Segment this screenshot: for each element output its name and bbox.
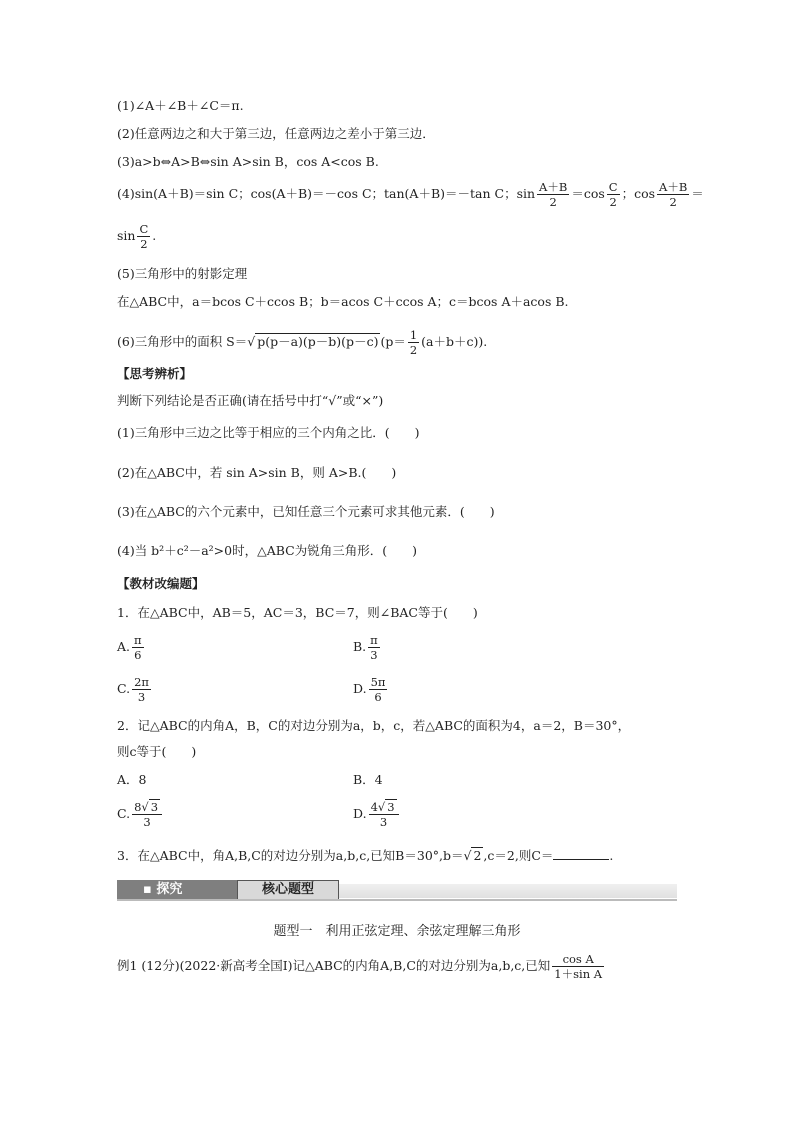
item-4b (117, 222, 156, 251)
option-label: A. (117, 639, 131, 654)
think-intro: 判断下列结论是否正确(请在括号中打“√”或“×”) (117, 393, 384, 408)
think-q4: (4)当 b²＋c²－a²>0时，△ABC为锐角三角形．( ) (117, 543, 417, 558)
coef: 8 (134, 800, 142, 814)
frac-den: 1＋sin A (554, 967, 603, 981)
sqrt-radicand: 2 (473, 848, 482, 863)
problem-2b: 则c等于( ) (117, 744, 197, 759)
item-4-mid3: ＝ (691, 186, 704, 201)
section-tag-core: 核心题型 (237, 880, 339, 900)
fraction (657, 180, 689, 209)
item-5: (5)三角形中的射影定理 (117, 266, 248, 281)
fraction (607, 180, 620, 209)
frac-num: 8√ 3 (132, 800, 162, 815)
bar-fill (339, 884, 677, 898)
frac-den: 2 (409, 343, 418, 357)
sqrt-radicand: 3 (150, 800, 159, 814)
frac-den: 6 (134, 648, 142, 662)
type1-title: 题型一 利用正弦定理、余弦定理解三角形 (273, 924, 521, 939)
item-4-mid2: ；cos (621, 186, 656, 201)
frac-den: 6 (374, 690, 382, 704)
option-a (117, 633, 146, 662)
coef: 4 (370, 800, 378, 814)
problem-3: 3．在△ABC中，角A,B,C的对边分别为a,b,c,已知B＝30°,b＝√ 2 ,c＝2,则C＝ . (117, 848, 614, 863)
item-4 (117, 180, 704, 209)
fraction (132, 800, 162, 829)
item-4-mid1: ＝cos (571, 186, 605, 201)
example-text: 例1 (12分)(2022·新高考全国Ⅰ)记△ABC的内角A,B,C的对边分别为a,b,c,已知 (117, 958, 551, 973)
frac-num: 2π (134, 675, 149, 689)
p2-option-a: A．8 (117, 772, 147, 787)
frac-num: π (134, 633, 142, 647)
frac-num: C (139, 222, 149, 236)
fraction (369, 800, 399, 829)
item-5b: 在△ABC中，a＝bcos C＋ccos B；b＝acos C＋ccos A；c＝bcos A＋acos B. (117, 294, 569, 309)
sqrt-radicand: 3 (387, 800, 395, 814)
item-3: (3)a>b⇔A>B⇔sin A>sin B，cos A<cos B. (117, 154, 379, 169)
fraction (369, 675, 388, 704)
option-d (353, 675, 389, 704)
frac-den: 2 (609, 195, 617, 209)
bar-underline (117, 899, 677, 901)
frac-num: π (370, 633, 378, 647)
textbook-heading: 【教材改编题】 (117, 576, 205, 591)
fraction (132, 633, 144, 662)
item-4-pre: (4)sin(A＋B)＝sin C；cos(A＋B)＝－cos C；tan(A＋B)＝－tan C；sin (117, 186, 536, 201)
problem-2: 2．记△ABC的内角A，B，C的对边分别为a，b，c，若△ABC的面积为4，a＝2，B＝30°， (117, 718, 631, 733)
frac-den: 3 (137, 690, 146, 704)
frac-num: 5π (370, 675, 386, 689)
frac-num: A＋B (659, 180, 688, 194)
answer-blank[interactable] (553, 847, 609, 860)
option-c (117, 675, 153, 704)
frac-den: 3 (143, 815, 151, 829)
option-label: D. (353, 806, 367, 821)
fraction (368, 633, 380, 662)
item-4b-pre: sin (117, 228, 136, 243)
option-label: C. (117, 681, 131, 696)
frac-num: A＋B (539, 180, 568, 194)
option-label: B. (353, 639, 367, 654)
option-b (353, 633, 382, 662)
problem-3-post: ,c＝2,则C＝ (483, 848, 554, 863)
frac-num: 1 (409, 328, 418, 342)
frac-den: 2 (549, 195, 557, 209)
item-2: (2)任意两边之和大于第三边，任意两边之差小于第三边． (117, 126, 435, 141)
fraction (137, 222, 150, 251)
frac-den: 2 (669, 195, 677, 209)
frac-den: 3 (379, 815, 388, 829)
item-6-end: (a＋b＋c)). (421, 334, 488, 349)
frac-den: 3 (370, 648, 378, 662)
sqrt-radicand: p(p－a)(p－b)(p－c) (257, 334, 379, 349)
item-1: (1)∠A＋∠B＋∠C＝π. (117, 98, 244, 113)
p2-option-c (117, 800, 164, 829)
think-q2: (2)在△ABC中，若 sin A>sin B，则 A>B.( ) (117, 465, 397, 480)
option-label: C. (117, 806, 131, 821)
think-q1: (1)三角形中三边之比等于相应的三个内角之比．( ) (117, 425, 420, 440)
section-tag-explore (117, 880, 237, 900)
item-6-pre: (6)三角形中的面积 S＝ (117, 334, 248, 349)
frac-num: C (608, 180, 618, 194)
p2-option-b: B．4 (353, 772, 383, 787)
problem-1: 1．在△ABC中，AB＝5，AC＝3，BC＝7，则∠BAC等于( ) (117, 605, 478, 620)
problem-3-pre: 3．在△ABC中，角A,B,C的对边分别为a,b,c,已知B＝30°,b＝ (117, 848, 464, 863)
fraction (537, 180, 569, 209)
section-tag-label: ▪ 探究 (143, 882, 183, 897)
item-4b-end: . (152, 228, 157, 243)
example-1 (117, 952, 606, 981)
item-6-mid: (p＝ (380, 334, 406, 349)
fraction (408, 328, 419, 357)
problem-3-end: . (609, 848, 614, 863)
frac-num: 4√ 3 (369, 800, 399, 815)
fraction (132, 675, 151, 704)
fraction (552, 952, 604, 981)
think-q3: (3)在△ABC的六个元素中，已知任意三个元素可求其他元素．( ) (117, 504, 495, 519)
frac-num: cos A (552, 952, 604, 967)
think-heading: 【思考辨析】 (117, 366, 193, 381)
p2-option-d (353, 800, 401, 829)
item-6: (6)三角形中的面积 S＝√ p(p－a)(p－b)(p－c) (p＝ $\frac{1}{2}$ (a＋b＋c)). (117, 328, 488, 357)
option-label: D. (353, 681, 367, 696)
frac-den: 2 (140, 237, 148, 251)
section-bar (117, 880, 677, 900)
